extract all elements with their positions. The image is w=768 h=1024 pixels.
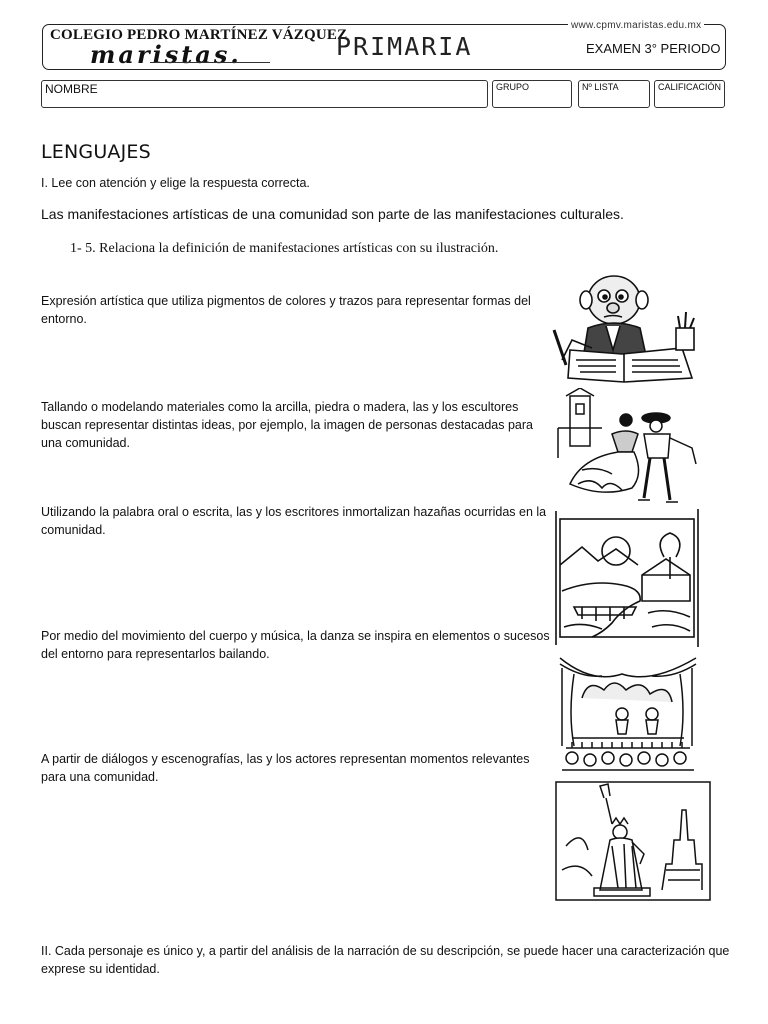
website-url: www.cpmv.maristas.edu.mx: [568, 20, 704, 31]
group-field[interactable]: GRUPO: [492, 80, 572, 108]
landscape-painting-illustration[interactable]: [552, 509, 702, 647]
task-statement: 1- 5. Relaciona la definición de manifestaciones artísticas con su ilustración.: [70, 241, 499, 256]
brand-underline: [150, 62, 270, 63]
exam-title: EXAMEN 3° PERIODO: [586, 41, 721, 56]
definition-3: Utilizando la palabra oral o escrita, las y los escritores inmortalizan hazañas ocurridas en la comunidad.: [41, 505, 547, 537]
section-title: LENGUAJES: [41, 141, 151, 163]
instruction-2: II. Cada personaje es único y, a partir del análisis de la narración de su descripción, se puede hacer una caracterización que exprese su identidad.: [41, 944, 730, 976]
definition-4: Por medio del movimiento del cuerpo y música, la danza se inspira en elementos o sucesos del entorno para representarlos bailando.: [41, 629, 550, 661]
dance-illustration[interactable]: [552, 388, 702, 506]
school-name: COLEGIO PEDRO MARTÍNEZ VÁZQUEZ: [50, 27, 348, 43]
theater-illustration[interactable]: [552, 654, 702, 772]
intro-text: Las manifestaciones artísticas de una comunidad son parte de las manifestaciones culturales.: [41, 206, 624, 222]
grade-field[interactable]: CALIFICACIÓN: [654, 80, 725, 108]
level-title: PRIMARIA: [336, 32, 473, 61]
name-field[interactable]: NOMBRE: [41, 80, 488, 108]
definition-1: Expresión artística que utiliza pigmentos de colores y trazos para representar formas del entorno.: [41, 294, 531, 326]
writer-illustration[interactable]: [552, 270, 700, 388]
brand-logo: maristas.: [90, 40, 242, 69]
statue-illustration[interactable]: [552, 780, 712, 902]
definition-2: Tallando o modelando materiales como la arcilla, piedra o madera, las y los escultores buscan representar distintas ideas, por ejemplo, la imagen de personas destacadas para una comunidad.: [41, 400, 533, 450]
definition-5: A partir de diálogos y escenografías, las y los actores representan momentos relevantes para una comunidad.: [41, 752, 530, 784]
list-number-field[interactable]: Nº LISTA: [578, 80, 650, 108]
instruction-1: I. Lee con atención y elige la respuesta correcta.: [41, 176, 310, 190]
